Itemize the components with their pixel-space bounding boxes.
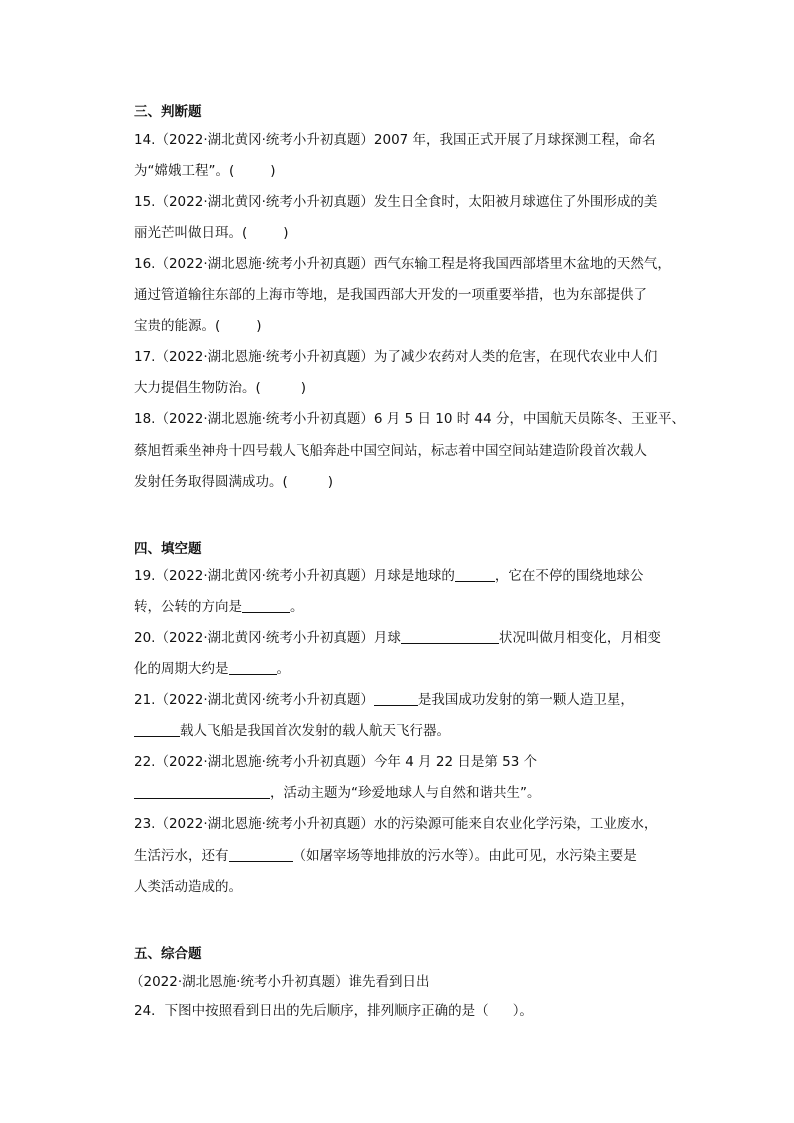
question-23-text: 生活污水，还有 — [134, 848, 229, 864]
paren-close: ) — [327, 474, 334, 490]
question-23-line-1: 23.（2022·湖北恩施·统考小升初真题）水的污染源可能来自农业化学污染，工业废水， — [134, 816, 658, 832]
question-21-line-2 — [134, 722, 450, 740]
paren-close: ) — [283, 225, 289, 241]
section-heading-judgement: 三、判断题 — [134, 104, 202, 120]
question-14-line-2 — [134, 162, 276, 180]
paren-close: ) — [256, 318, 262, 334]
question-18-text: 发射任务取得圆满成功。( — [134, 474, 288, 490]
question-21-line-1 — [134, 691, 634, 709]
question-20-text-cont: 状况叫做月相变化，月相变 — [498, 630, 661, 646]
question-17-text: 大力提倡生物防治。( — [134, 380, 261, 396]
question-23-text-cont: （如屠宰场等地排放的污水等）。由此可见，水污染主要是 — [292, 848, 637, 864]
question-16-line-1: 16.（2022·湖北恩施·统考小升初真题）西气东输工程是将我国西部塔里木盆地的天然气， — [134, 256, 671, 272]
period: 。 — [276, 661, 290, 677]
question-16-line-2: 通过管道输往东部的上海市等地，是我国西部大开发的一项重要举措，也为东部提供了 — [134, 287, 647, 303]
answer-blank-19b[interactable] — [242, 598, 290, 613]
question-15-line-1: 15.（2022·湖北黄冈·统考小升初真题）发生日全食时，太阳被月球遮住了外围形成的美 — [134, 194, 658, 210]
answer-blank-20b[interactable] — [229, 660, 277, 675]
question-20-line-2 — [134, 660, 290, 678]
question-21-text: 21.（2022·湖北黄冈·统考小升初真题） — [134, 692, 374, 708]
question-23-line-2 — [134, 847, 637, 865]
paren-close: ) — [300, 380, 307, 396]
answer-blank-23[interactable] — [229, 847, 293, 862]
question-19-line-1 — [134, 567, 643, 585]
question-19-text: 19.（2022·湖北黄冈·统考小升初真题）月球是地球的 — [134, 568, 455, 584]
question-18-line-1: 18.（2022·湖北恩施·统考小升初真题）6 月 5 日 10 时 44 分，中国航天员陈冬、王亚平、 — [134, 411, 685, 427]
question-23-line-3: 人类活动造成的。 — [134, 879, 242, 895]
question-16-line-3 — [134, 317, 262, 335]
question-15-text: 丽光芒叫做日珥。( — [134, 225, 248, 241]
question-22-text-2: ，活动主题为“珍爱地球人与自然和谐共生”。 — [270, 785, 541, 801]
question-24-intro: （2022·湖北恩施·统考小升初真题）谁先看到日出 — [130, 974, 430, 990]
question-14-line-1: 14.（2022·湖北黄冈·统考小升初真题）2007 年，我国正式开展了月球探测工程，命名 — [134, 132, 656, 148]
question-16-text: 宝贵的能源。( — [134, 318, 221, 334]
question-17-line-2 — [134, 379, 306, 397]
question-20-text-2: 化的周期大约是 — [134, 661, 229, 677]
question-21-text-2: 载人飞船是我国首次发射的载人航天飞行器。 — [180, 723, 450, 739]
question-17-line-1: 17.（2022·湖北恩施·统考小升初真题）为了减少农药对人类的危害，在现代农业中人们 — [134, 349, 658, 365]
question-15-line-2 — [134, 224, 289, 242]
question-22-line-2 — [134, 784, 541, 802]
paren-close: ）。 — [512, 1003, 533, 1019]
question-20-text: 20.（2022·湖北黄冈·统考小升初真题）月球 — [134, 630, 401, 646]
question-21-text-cont: 是我国成功发射的第一颗人造卫星， — [417, 692, 634, 708]
section-heading-comprehensive: 五、综合题 — [134, 946, 202, 962]
question-14-text: 为“嫦娥工程”。( — [134, 163, 235, 179]
question-24-line-1 — [134, 1002, 533, 1020]
section-heading-fill-blank: 四、填空题 — [134, 541, 202, 557]
question-19-text-2: 转，公转的方向是 — [134, 599, 242, 615]
answer-blank-20a[interactable] — [401, 629, 499, 644]
answer-blank-21b[interactable] — [134, 722, 180, 737]
question-20-line-1 — [134, 629, 661, 647]
paren-close: ) — [270, 163, 276, 179]
answer-blank-22[interactable] — [134, 784, 270, 799]
question-22-line-1: 22.（2022·湖北恩施·统考小升初真题）今年 4 月 22 日是第 53 个 — [134, 754, 538, 770]
question-18-line-2: 蔡旭哲乘坐神舟十四号载人飞船奔赴中国空间站，标志着中国空间站建造阶段首次载人 — [134, 443, 647, 459]
answer-blank-21a[interactable] — [374, 691, 418, 706]
answer-blank-19a[interactable] — [455, 567, 495, 582]
question-24-text: 24．下图中按照看到日出的先后顺序，排列顺序正确的是（ — [134, 1003, 489, 1019]
question-19-line-2 — [134, 598, 304, 616]
period: 。 — [290, 599, 304, 615]
question-19-text-cont: ，它在不停的围绕地球公 — [494, 568, 644, 584]
question-18-line-3 — [134, 473, 333, 491]
